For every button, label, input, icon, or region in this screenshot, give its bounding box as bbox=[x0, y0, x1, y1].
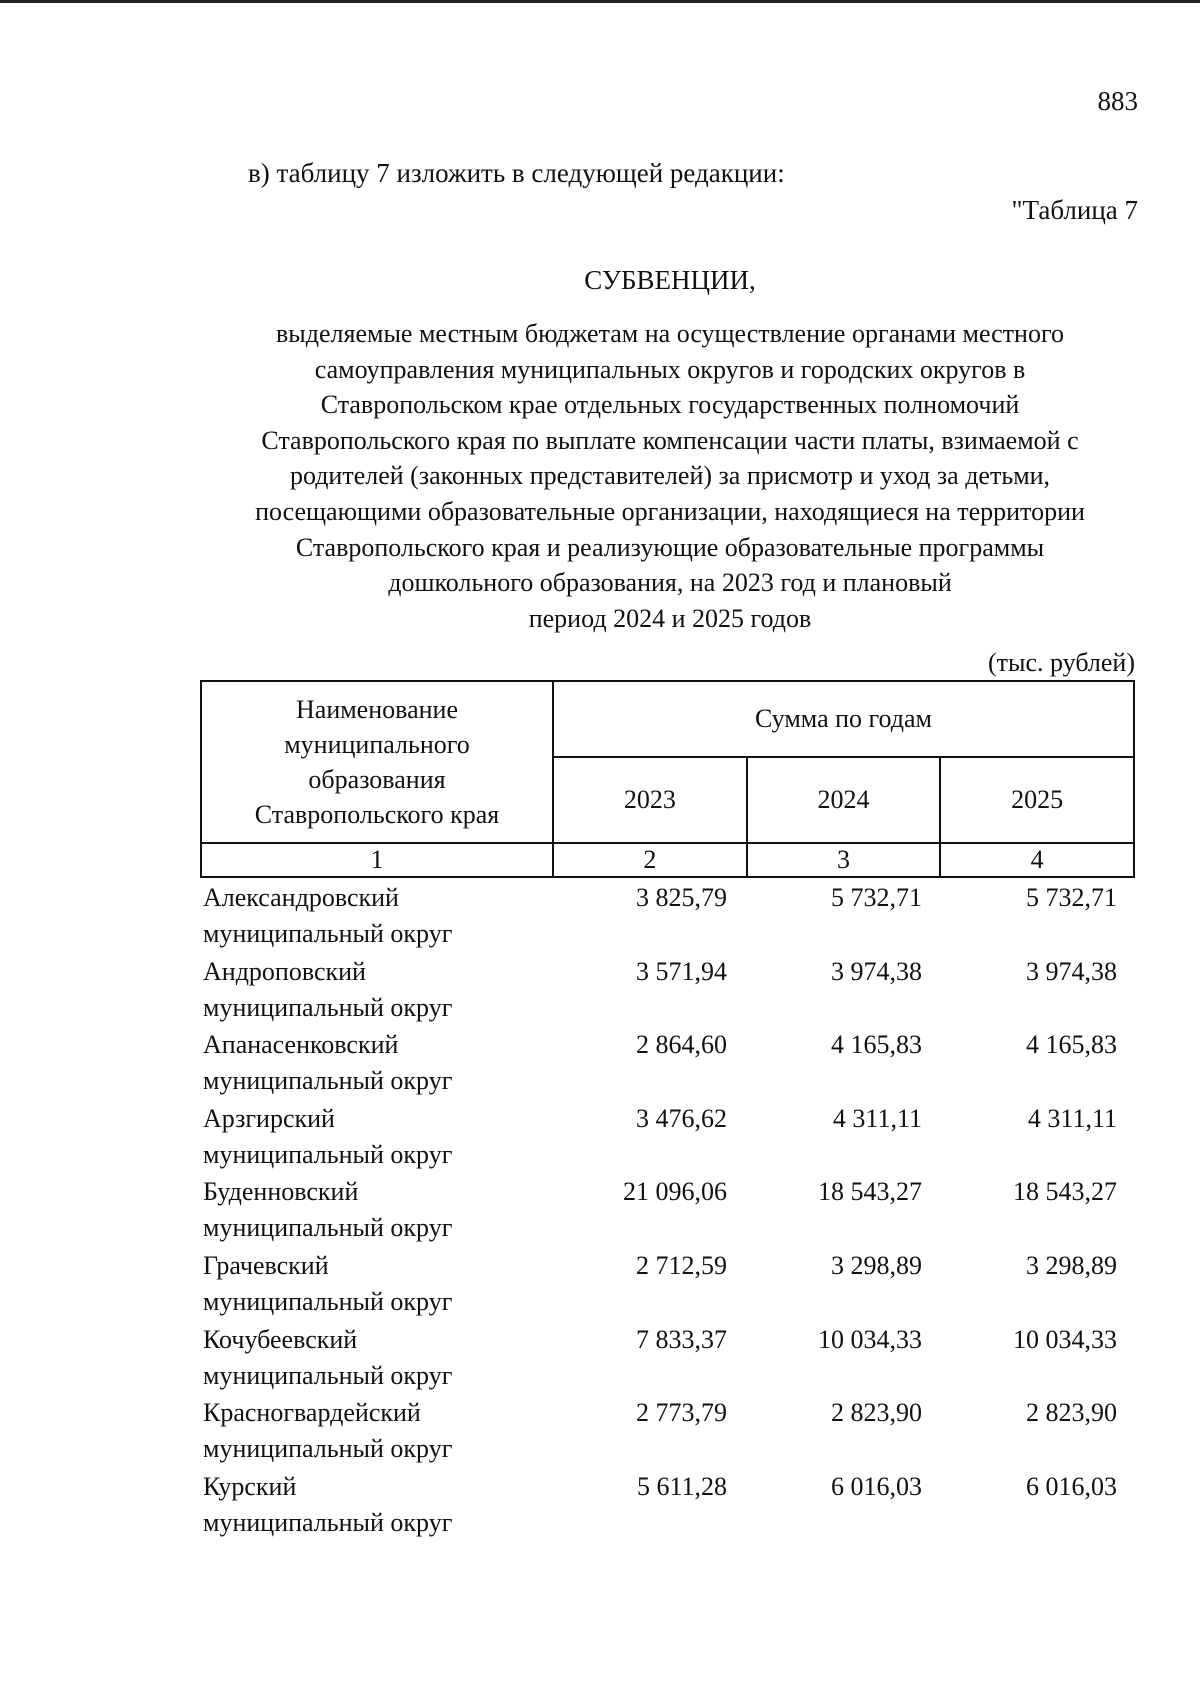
table-header bbox=[200, 680, 1135, 878]
header-name-cell bbox=[201, 681, 553, 843]
header-name-line: Наименование bbox=[296, 695, 458, 724]
table-row bbox=[200, 880, 1135, 954]
row-name-line: Апанасенковский bbox=[203, 1030, 399, 1060]
row-name-line: Кочубеевский bbox=[203, 1324, 358, 1354]
row-value-2024: 3 298,89 bbox=[831, 1250, 922, 1280]
units-label: (тыс. рублей) bbox=[987, 648, 1135, 677]
column-number: 3 bbox=[747, 843, 941, 877]
row-value-2024: 10 034,33 bbox=[818, 1324, 922, 1354]
row-value-2023: 2 864,60 bbox=[636, 1030, 727, 1060]
row-name-sub: муниципальный округ bbox=[203, 1360, 453, 1390]
row-name-line: Андроповский bbox=[203, 956, 366, 986]
row-name bbox=[200, 1101, 550, 1175]
row-name-sub: муниципальный округ bbox=[203, 1286, 453, 1316]
row-value-2025: 3 974,38 bbox=[1026, 956, 1117, 986]
document-heading: СУБВЕНЦИИ, bbox=[584, 265, 756, 295]
table-row bbox=[200, 1469, 1135, 1543]
row-name-sub: муниципальный округ bbox=[203, 1139, 453, 1169]
row-name-sub: муниципальный округ bbox=[203, 1213, 453, 1243]
table-label: "Таблица 7 bbox=[1011, 195, 1138, 225]
row-value-2025: 4 165,83 bbox=[1026, 1030, 1117, 1060]
row-name-sub: муниципальный округ bbox=[203, 1066, 453, 1096]
column-number: 4 bbox=[940, 843, 1134, 877]
table-row bbox=[200, 954, 1135, 1028]
row-value-2024: 5 732,71 bbox=[831, 883, 922, 912]
column-number: 1 bbox=[201, 843, 553, 877]
row-value-2025: 6 016,03 bbox=[1026, 1471, 1117, 1501]
table-row bbox=[200, 1395, 1135, 1469]
row-name bbox=[200, 954, 550, 1028]
header-name-line: муниципального bbox=[284, 730, 470, 759]
row-name bbox=[200, 1027, 550, 1101]
page-number: 883 bbox=[1097, 86, 1138, 116]
row-name-line: Красногвардейский bbox=[203, 1398, 421, 1428]
top-rule bbox=[0, 0, 1200, 3]
document-subtitle bbox=[200, 316, 1140, 636]
row-name-line: Александровский bbox=[203, 883, 399, 912]
row-value-2023: 3 825,79 bbox=[636, 883, 727, 912]
row-name-sub: муниципальный округ bbox=[203, 919, 453, 948]
subtitle-line: дошкольного образования, на 2023 год и плановый bbox=[388, 568, 952, 598]
row-value-2024: 4 165,83 bbox=[831, 1030, 922, 1060]
table-row bbox=[200, 1027, 1135, 1101]
subtitle-line: период 2024 и 2025 годов bbox=[528, 603, 812, 633]
row-name bbox=[200, 1322, 550, 1396]
header-sum-cell: Сумма по годам bbox=[553, 681, 1134, 757]
row-value-2025: 3 298,89 bbox=[1026, 1250, 1117, 1280]
subtitle-line: самоуправления муниципальных округов и городских округов в bbox=[314, 354, 1026, 384]
header-year-2024: 2024 bbox=[747, 757, 941, 843]
row-value-2024: 2 823,90 bbox=[831, 1398, 922, 1428]
row-value-2023: 2 773,79 bbox=[636, 1398, 727, 1428]
row-value-2023: 5 611,28 bbox=[636, 1471, 727, 1501]
header-year-2025: 2025 bbox=[940, 757, 1134, 843]
row-value-2023: 21 096,06 bbox=[623, 1177, 727, 1207]
subtitle-line: Ставропольского края по выплате компенсации части платы, взимаемой с bbox=[261, 425, 1079, 455]
row-value-2025: 2 823,90 bbox=[1026, 1398, 1117, 1428]
table-row bbox=[200, 1101, 1135, 1175]
row-name-sub: муниципальный округ bbox=[203, 992, 453, 1022]
row-value-2023: 2 712,59 bbox=[636, 1250, 727, 1280]
row-value-2023: 3 571,94 bbox=[636, 956, 727, 986]
row-name-sub: муниципальный округ bbox=[203, 1507, 453, 1537]
row-name bbox=[200, 1469, 550, 1543]
header-name-line: образования bbox=[308, 765, 446, 794]
row-value-2025: 4 311,11 bbox=[1027, 1103, 1117, 1133]
table-row bbox=[200, 1174, 1135, 1248]
row-value-2024: 18 543,27 bbox=[818, 1177, 922, 1207]
subtitle-line: выделяемые местным бюджетам на осуществление органами местного bbox=[276, 319, 1064, 348]
header-year-2023: 2023 bbox=[553, 757, 747, 843]
row-name-line: Курский bbox=[203, 1471, 297, 1501]
table-row bbox=[200, 1248, 1135, 1322]
row-name-line: Буденновский bbox=[203, 1177, 359, 1207]
header-name-line: Ставропольского края bbox=[254, 800, 500, 829]
row-name-line: Грачевский bbox=[203, 1250, 329, 1280]
subtitle-line: Ставропольского края и реализующие образовательные программы bbox=[295, 532, 1045, 562]
row-name bbox=[200, 1248, 550, 1322]
subtitle-line: родителей (законных представителей) за присмотр и уход за детьми, bbox=[289, 461, 1051, 491]
row-value-2024: 6 016,03 bbox=[831, 1471, 922, 1501]
row-value-2024: 3 974,38 bbox=[831, 956, 922, 986]
row-value-2025: 10 034,33 bbox=[1013, 1324, 1117, 1354]
subtitle-line: Ставропольском крае отдельных государственных полномочий bbox=[320, 390, 1020, 420]
row-name bbox=[200, 1174, 550, 1248]
subtitle-line: посещающими образовательные организации, находящиеся на территории bbox=[255, 496, 1085, 526]
row-name bbox=[200, 880, 550, 954]
row-name-sub: муниципальный округ bbox=[203, 1434, 453, 1464]
row-value-2023: 7 833,37 bbox=[636, 1324, 727, 1354]
table-row bbox=[200, 1322, 1135, 1396]
column-number: 2 bbox=[553, 843, 747, 877]
row-value-2024: 4 311,11 bbox=[832, 1103, 922, 1133]
table-body bbox=[200, 880, 1135, 1542]
row-value-2025: 5 732,71 bbox=[1026, 883, 1117, 912]
row-name-line: Арзгирский bbox=[203, 1103, 335, 1133]
row-name bbox=[200, 1395, 550, 1469]
intro-text: в) таблицу 7 изложить в следующей редакции: bbox=[248, 158, 785, 188]
row-value-2023: 3 476,62 bbox=[636, 1103, 727, 1133]
row-value-2025: 18 543,27 bbox=[1013, 1177, 1117, 1207]
